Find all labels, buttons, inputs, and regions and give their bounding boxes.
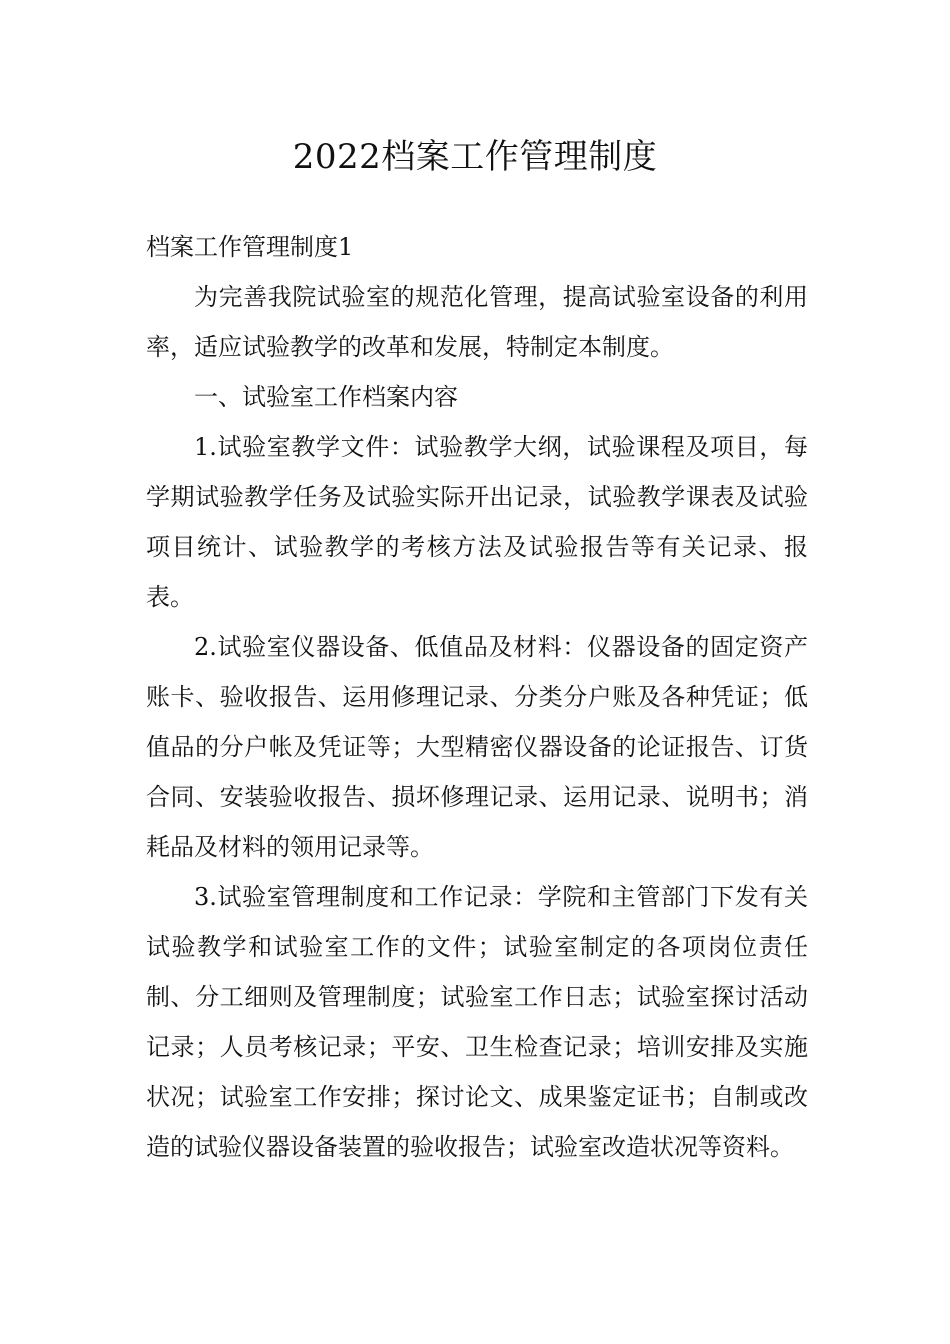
section-heading: 档案工作管理制度1: [146, 233, 354, 261]
paragraph-item-1: 1.试验室教学文件：试验教学大纲，试验课程及项目，每学期试验教学任务及试验实际开出记录，试验教学课表及试验项目统计、试验教学的考核方法及试验报告等有关记录、报表。: [146, 433, 808, 611]
paragraph-item-2: 2.试验室仪器设备、低值品及材料：仪器设备的固定资产账卡、验收报告、运用修理记录、分类分户账及各种凭证；低值品的分户帐及凭证等；大型精密仪器设备的论证报告、订货合同、安装验收报告、损坏修理记录、运用记录、说明书；消耗品及材料的领用记录等。: [146, 633, 808, 861]
document-body: [146, 222, 808, 1172]
paragraph-heading-one: 一、试验室工作档案内容: [194, 383, 458, 411]
paragraph-item-3: 3.试验室管理制度和工作记录：学院和主管部门下发有关试验教学和试验室工作的文件；试验室制定的各项岗位责任制、分工细则及管理制度；试验室工作日志；试验室探讨活动记录；人员考核记录；平安、卫生检查记录；培训安排及实施状况；试验室工作安排；探讨论文、成果鉴定证书；自制或改造的试验仪器设备装置的验收报告；试验室改造状况等资料。: [146, 883, 808, 1161]
document-title: 2022档案工作管理制度: [292, 137, 658, 177]
paragraph-intro: 为完善我院试验室的规范化管理，提高试验室设备的利用率，适应试验教学的改革和发展，特制定本制度。: [146, 283, 808, 361]
